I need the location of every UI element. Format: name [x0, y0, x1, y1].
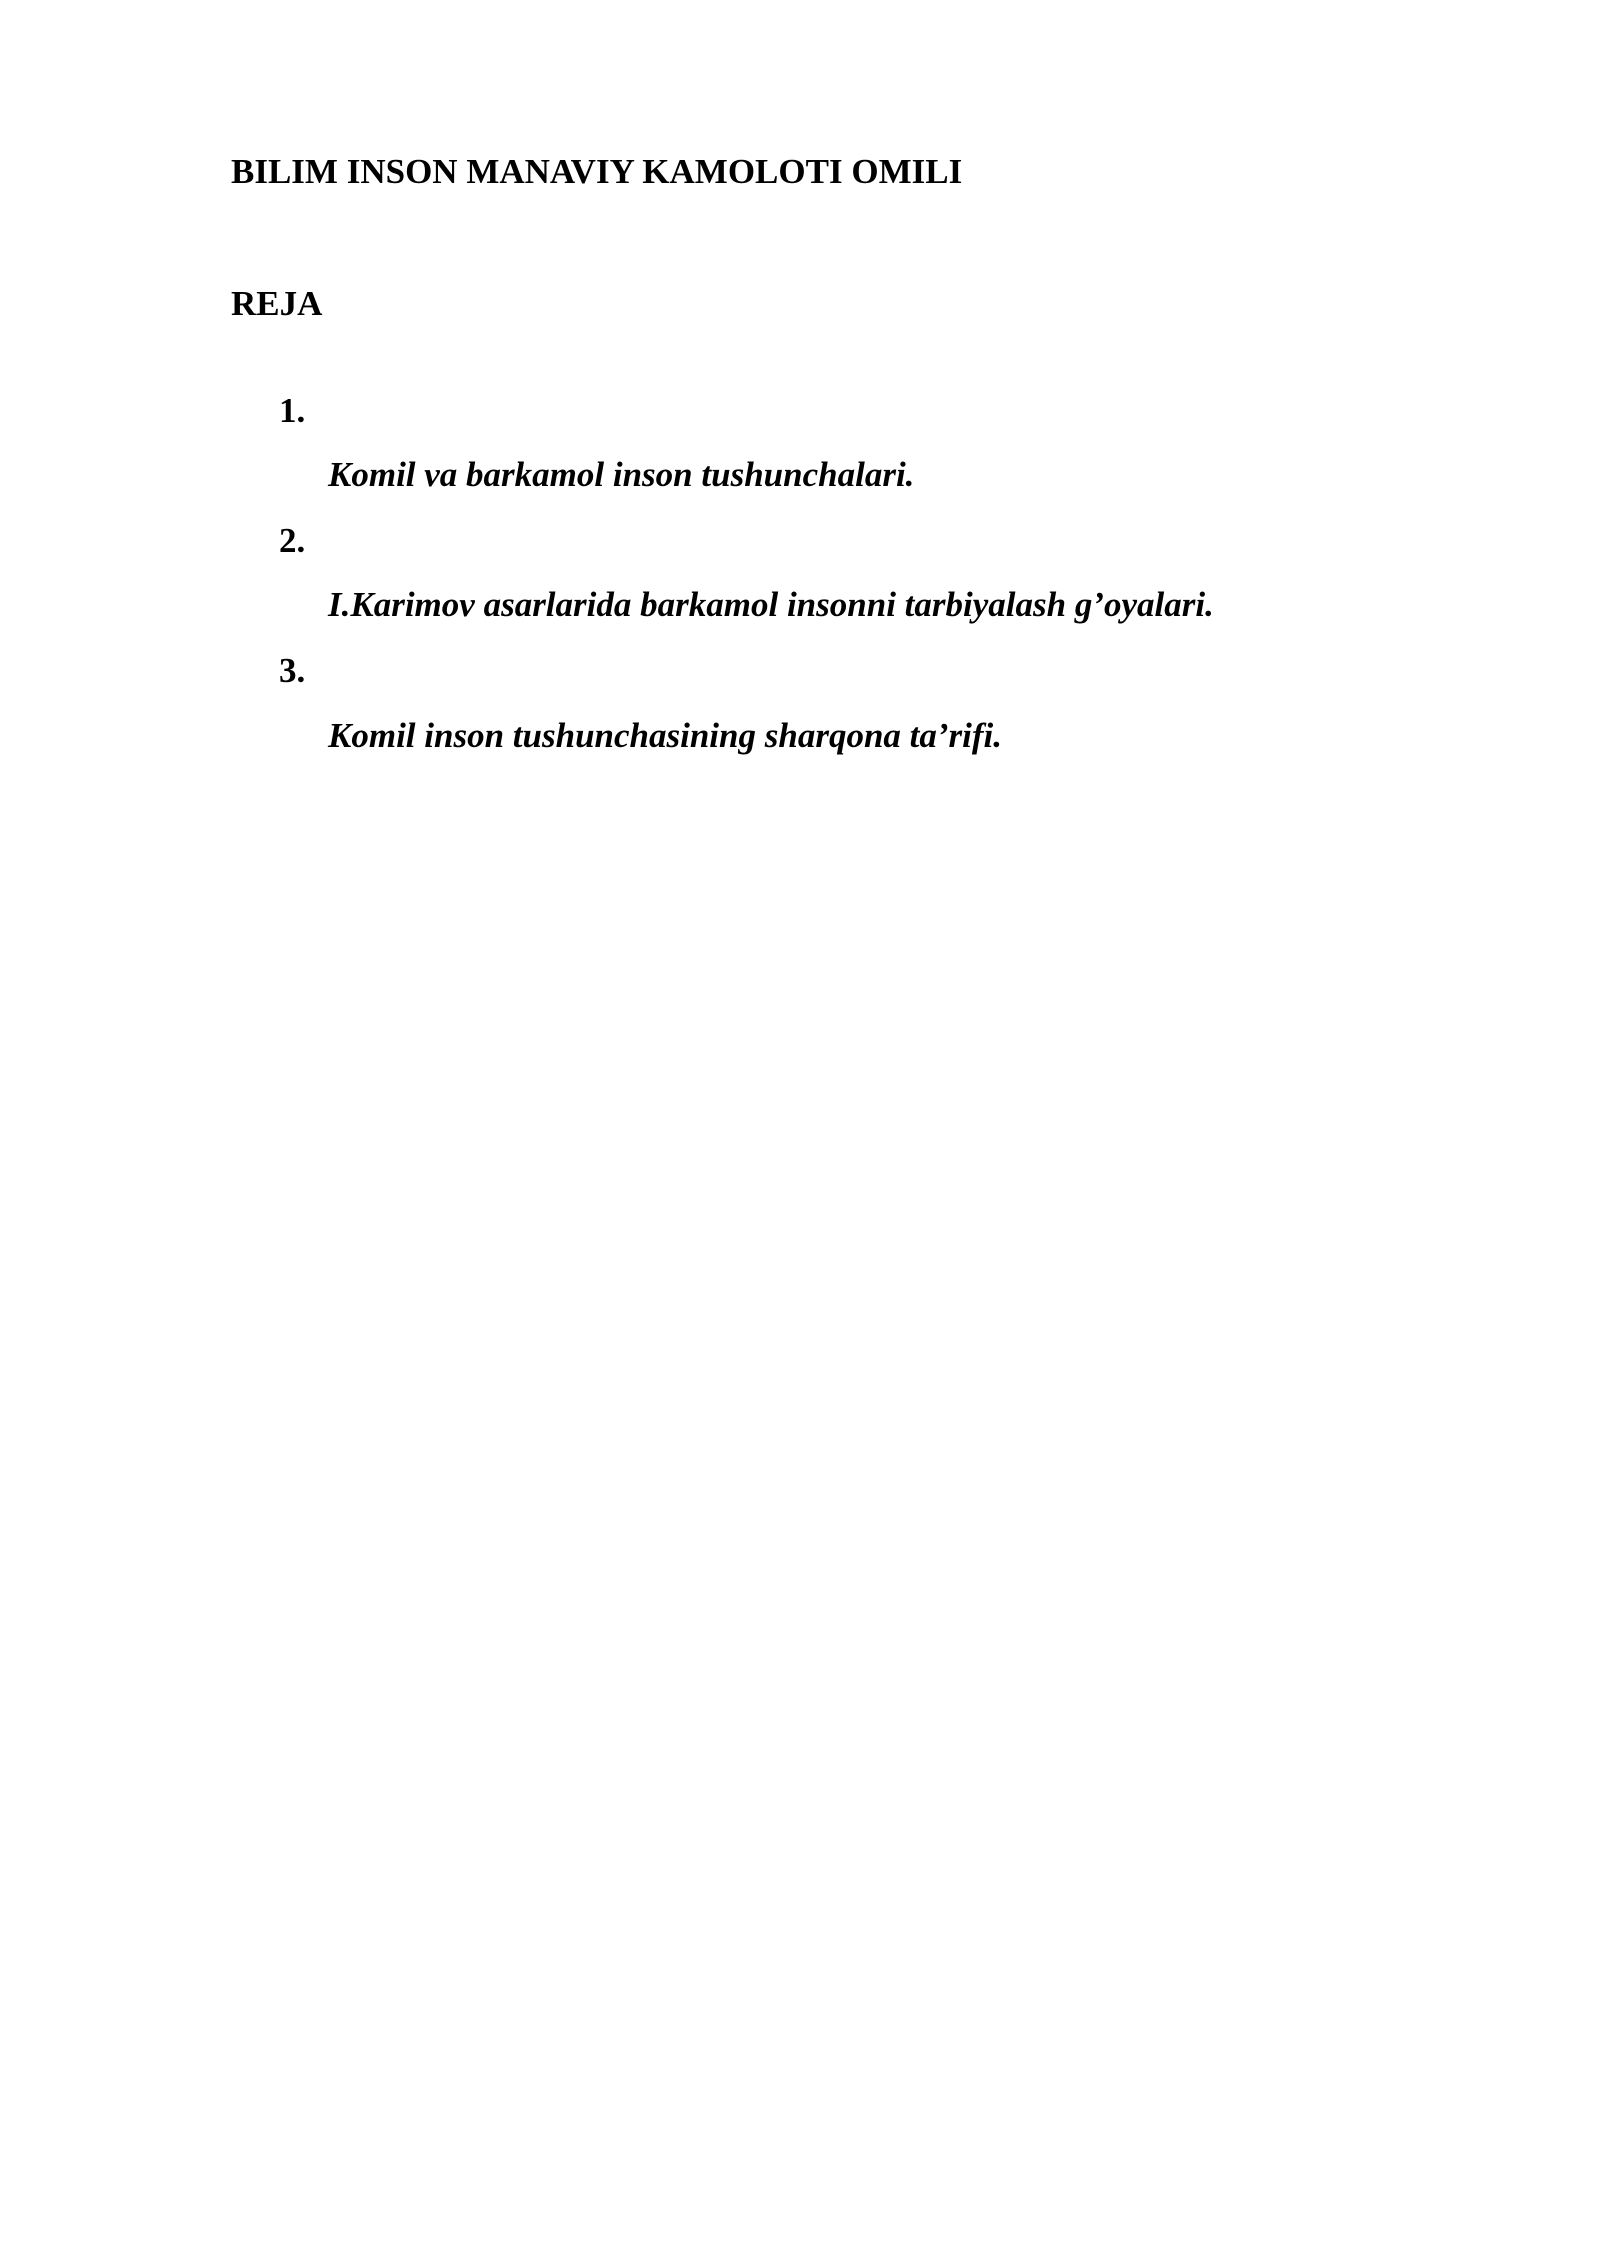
document-title: BILIM INSON MANAVIY KAMOLOTI OMILI — [231, 152, 963, 191]
plan-item-number: 1. — [279, 391, 306, 430]
plan-heading: REJA — [231, 284, 323, 323]
plan-item-text: Komil inson tushunchasining sharqona ta’rifi. — [328, 716, 1003, 755]
plan-item-number: 3. — [279, 651, 306, 690]
plan-item-number: 2. — [279, 521, 306, 560]
plan-item-text: Komil va barkamol inson tushunchalari. — [328, 455, 915, 494]
plan-item-text: I.Karimov asarlarida barkamol insonni tarbiyalash g’oyalari. — [328, 585, 1214, 624]
